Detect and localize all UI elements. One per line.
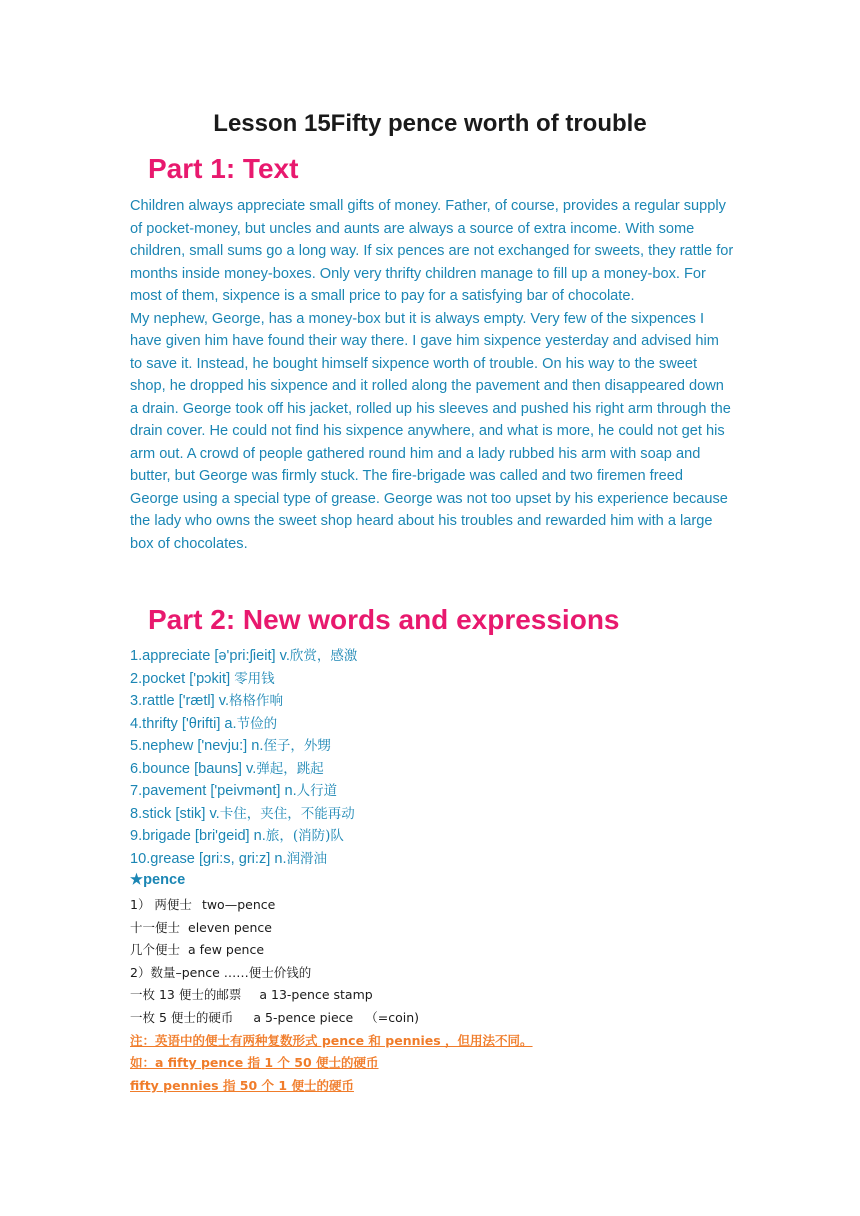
note-line: 2）数量–pence ……便士价钱的: [130, 964, 312, 980]
note-line: 一枚 5 便士的硬币 a 5-pence piece （=coin): [130, 1009, 420, 1025]
vocab-item: 10.grease [gri:s, gri:z] n.润滑油: [130, 850, 328, 867]
star-icon: ★: [130, 872, 144, 888]
vocabulary-list: [130, 645, 357, 870]
vocab-item: 1.appreciate [ə'pri:ʃieit] v.欣赏，感激: [130, 648, 358, 664]
note-line: 1） 两便士 two—pence: [130, 897, 276, 912]
vocab-item: 7.pavement ['peivmənt] n.人行道: [130, 783, 338, 799]
pence-heading: [130, 871, 185, 888]
vocab-item: 5.nephew ['nevju:] n.侄子，外甥: [130, 738, 331, 754]
note-highlight: 如：a fifty pence 指 1 个 50 便士的硬币: [130, 1055, 379, 1071]
vocab-item: 3.rattle ['rætl] v.格格作响: [130, 693, 284, 709]
note-highlight: fifty pennies 指 50 个 1 便士的硬币: [130, 1077, 354, 1093]
text-paragraph-2: My nephew, George, has a money-box but it is always empty. Very few of the sixpences I have given him have found their way there. I gave him sixpence yesterday and advised him to save it. Instead, he bought himself sixpence worth of trouble. On his way to the sweet shop, he dropped his sixpence and it rolled along the pavement and then disappeared down a drain. George took off his jacket, rolled up his sleeves and pushed his right arm through the drain cover. He could not find his sixpence anywhere, and what is more, he could not get his arm out. A crowd of people gathered round him and a lady rubbed his arm with soap and butter, but George was firmly stuck. The fire-brigade was called and two firemen freed George using a special type of grease. George was not too upset by his experience because the lady who owns the sweet shop heard about his troubles and rewarded him with a large box of chocolates.: [130, 310, 731, 552]
text-paragraph-1: Children always appreciate small gifts of money. Father, of course, provides a regular supply of pocket-money, but uncles and aunts are always a source of extra income. With some children, small sums go a long way. If six pences are not exchanged for sweets, they rattle for months inside money-boxes. Only very thrifty children manage to fill up a money-box. For most of them, sixpence is a small price to pay for a satisfying bar of chocolate.: [130, 198, 734, 304]
part2-heading: Part 2: New words and expressions: [148, 604, 620, 635]
lesson-title: Lesson 15Fifty pence worth of trouble: [213, 110, 647, 137]
note-line: 一枚 13 便士的邮票 a 13-pence stamp: [130, 987, 373, 1003]
vocab-item: 9.brigade [bri'geid] n.旅，(消防)队: [130, 828, 344, 844]
part1-heading: Part 1: Text: [148, 153, 299, 184]
lesson-text: [130, 195, 734, 555]
pence-heading-text: pence: [143, 872, 186, 888]
pence-notes: [130, 894, 533, 1097]
note-highlight: 注：英语中的便士有两种复数形式 pence 和 pennies ，但用法不同。: [130, 1032, 533, 1048]
vocab-item: 2.pocket ['pɔkit] 零用钱: [130, 670, 275, 687]
vocab-item: 6.bounce [bauns] v.弹起，跳起: [130, 760, 324, 777]
vocab-item: 8.stick [stik] v.卡住，夹住，不能再动: [130, 805, 355, 822]
vocab-item: 4.thrifty ['θrifti] a.节俭的: [130, 715, 278, 732]
note-line: 几个便士 a few pence: [130, 942, 265, 958]
note-line: 十一便士 eleven pence: [130, 919, 272, 935]
